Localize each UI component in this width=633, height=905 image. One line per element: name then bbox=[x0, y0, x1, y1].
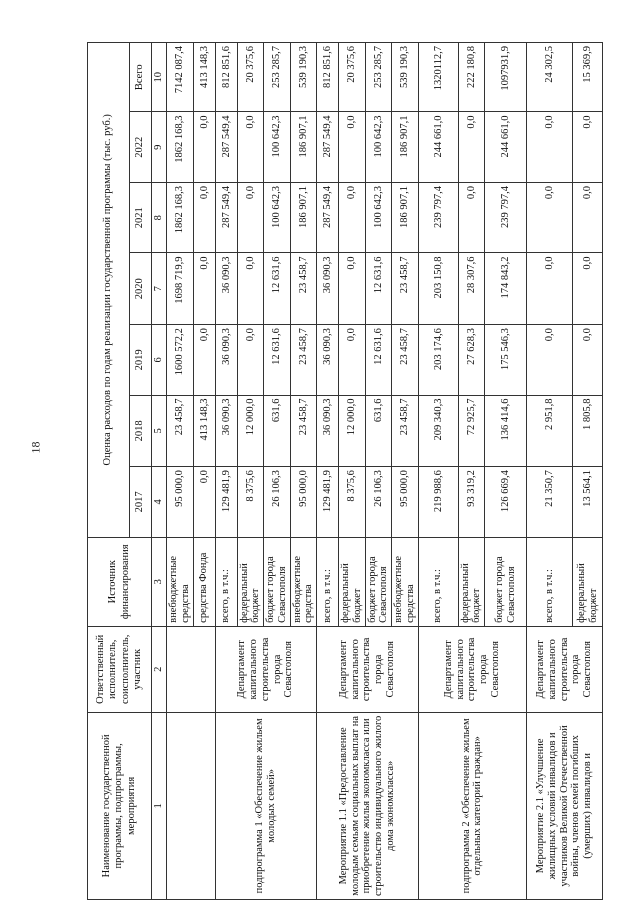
year-value-cell: 13 564,1 bbox=[573, 467, 603, 537]
year-value-cell: 174 843,2 bbox=[485, 253, 527, 325]
year-value-cell: 287 549,4 bbox=[215, 182, 237, 252]
funding-source-cell: федеральный бюджет bbox=[339, 537, 366, 626]
responsible-cell: Департамент капитального строительства города Севастополя bbox=[418, 626, 527, 712]
year-value-cell: 36 090,3 bbox=[317, 253, 339, 325]
year-value-cell: 129 481,9 bbox=[317, 467, 339, 537]
total-cell: 253 285,7 bbox=[264, 43, 291, 113]
header-year: 2019 bbox=[130, 325, 152, 395]
header-year: 2021 bbox=[130, 182, 152, 252]
year-value-cell: 23 458,7 bbox=[392, 395, 419, 467]
total-cell: 20 375,6 bbox=[237, 43, 264, 113]
total-cell: 24 302,5 bbox=[527, 43, 573, 113]
year-value-cell: 0,0 bbox=[339, 253, 366, 325]
column-index: 4 bbox=[152, 467, 167, 537]
column-index: 9 bbox=[152, 112, 167, 182]
year-value-cell: 0,0 bbox=[458, 112, 485, 182]
year-value-cell: 129 481,9 bbox=[215, 467, 237, 537]
year-value-cell: 287 549,4 bbox=[317, 112, 339, 182]
year-value-cell: 631,6 bbox=[264, 395, 291, 467]
year-value-cell: 95 000,0 bbox=[290, 467, 317, 537]
year-value-cell: 287 549,4 bbox=[215, 112, 237, 182]
year-value-cell: 100 642,3 bbox=[365, 112, 392, 182]
funding-source-cell: бюджет города Севастополя bbox=[264, 537, 291, 626]
rotated-table-wrapper bbox=[87, 42, 633, 900]
year-value-cell: 239 797,4 bbox=[418, 182, 458, 252]
responsible-cell: Департамент капитального строительства города Севастополя bbox=[317, 626, 419, 712]
year-value-cell: 1 805,8 bbox=[573, 395, 603, 467]
year-value-cell: 0,0 bbox=[527, 325, 573, 395]
year-value-cell: 203 150,8 bbox=[418, 253, 458, 325]
funding-source-cell: внебюджетные средства bbox=[290, 537, 317, 626]
year-value-cell: 413 148,3 bbox=[193, 395, 215, 467]
total-cell: 1097931,9 bbox=[485, 43, 527, 113]
year-value-cell: 0,0 bbox=[193, 112, 215, 182]
total-cell: 7142 087,4 bbox=[167, 43, 194, 113]
year-value-cell: 0,0 bbox=[193, 325, 215, 395]
funding-source-cell: всего, в т.ч.: bbox=[215, 537, 237, 626]
year-value-cell: 186 907,1 bbox=[392, 182, 419, 252]
year-value-cell: 95 000,0 bbox=[392, 467, 419, 537]
year-value-cell: 12 631,6 bbox=[264, 325, 291, 395]
header-estimate: Оценка расходов по годам реализации государственной программы (тыс. руб.) bbox=[88, 43, 130, 538]
responsible-cell: Департамент капитального строительства города Севастополя bbox=[215, 626, 317, 712]
year-value-cell: 0,0 bbox=[458, 182, 485, 252]
year-value-cell: 0,0 bbox=[237, 112, 264, 182]
funding-source-cell: внебюджетные средства bbox=[392, 537, 419, 626]
year-value-cell: 126 669,4 bbox=[485, 467, 527, 537]
year-value-cell: 0,0 bbox=[527, 253, 573, 325]
year-value-cell: 244 661,0 bbox=[418, 112, 458, 182]
year-value-cell: 23 458,7 bbox=[167, 395, 194, 467]
year-value-cell: 186 907,1 bbox=[392, 112, 419, 182]
total-cell: 222 180,8 bbox=[458, 43, 485, 113]
year-value-cell: 12 631,6 bbox=[365, 253, 392, 325]
funding-source-cell: бюджет города Севастополя bbox=[365, 537, 392, 626]
year-value-cell: 0,0 bbox=[237, 182, 264, 252]
header-name: Наименование государственной программы, подпрограммы, мероприятия bbox=[88, 712, 152, 899]
year-value-cell: 36 090,3 bbox=[215, 325, 237, 395]
funding-source-cell: всего, в т.ч.: bbox=[317, 537, 339, 626]
year-value-cell: 239 797,4 bbox=[485, 182, 527, 252]
year-value-cell: 12 631,6 bbox=[264, 253, 291, 325]
program-name-cell: подпрограмма 1 «Обеспечение жильем молодых семей» bbox=[215, 712, 317, 899]
year-value-cell: 100 642,3 bbox=[264, 112, 291, 182]
program-name-cell: подпрограмма 2 «Обеспечение жильем отдельных категорий граждан» bbox=[418, 712, 527, 899]
year-value-cell: 175 546,3 bbox=[485, 325, 527, 395]
year-value-cell: 209 340,3 bbox=[418, 395, 458, 467]
funding-source-cell: всего, в т.ч.: bbox=[527, 537, 573, 626]
year-value-cell: 26 106,3 bbox=[365, 467, 392, 537]
year-value-cell: 21 350,7 bbox=[527, 467, 573, 537]
table-row bbox=[215, 43, 237, 900]
year-value-cell: 0,0 bbox=[339, 112, 366, 182]
year-value-cell: 95 000,0 bbox=[167, 467, 194, 537]
program-name-cell: Мероприятие 2.1 «Улучшение жилищных условий инвалидов и участников Великой Отечественной войны, членов семей погибших (умерших) инвалидов и bbox=[527, 712, 603, 899]
header-year: 2017 bbox=[130, 467, 152, 537]
total-cell: 812 851,6 bbox=[215, 43, 237, 113]
table-row bbox=[167, 43, 194, 900]
header-year: 2022 bbox=[130, 112, 152, 182]
year-value-cell: 0,0 bbox=[573, 112, 603, 182]
year-value-cell: 0,0 bbox=[573, 325, 603, 395]
year-value-cell: 26 106,3 bbox=[264, 467, 291, 537]
year-value-cell: 93 319,2 bbox=[458, 467, 485, 537]
funding-source-cell: всего, в т.ч.: bbox=[418, 537, 458, 626]
year-value-cell: 1862 168,3 bbox=[167, 182, 194, 252]
column-index: 6 bbox=[152, 325, 167, 395]
responsible-cell bbox=[167, 626, 216, 712]
year-value-cell: 136 414,6 bbox=[485, 395, 527, 467]
year-value-cell: 28 307,6 bbox=[458, 253, 485, 325]
expenditure-table bbox=[87, 42, 603, 900]
table-row bbox=[418, 43, 458, 900]
funding-source-cell: федеральный бюджет bbox=[573, 537, 603, 626]
year-value-cell: 287 549,4 bbox=[317, 182, 339, 252]
year-value-cell: 36 090,3 bbox=[215, 253, 237, 325]
column-index: 3 bbox=[152, 537, 167, 626]
year-value-cell: 23 458,7 bbox=[392, 253, 419, 325]
year-value-cell: 0,0 bbox=[527, 112, 573, 182]
year-value-cell: 36 090,3 bbox=[215, 395, 237, 467]
year-value-cell: 27 628,3 bbox=[458, 325, 485, 395]
year-value-cell: 36 090,3 bbox=[317, 395, 339, 467]
total-cell: 812 851,6 bbox=[317, 43, 339, 113]
year-value-cell: 244 661,0 bbox=[485, 112, 527, 182]
year-value-cell: 36 090,3 bbox=[317, 325, 339, 395]
year-value-cell: 0,0 bbox=[527, 182, 573, 252]
column-index: 8 bbox=[152, 182, 167, 252]
total-cell: 539 190,3 bbox=[392, 43, 419, 113]
table-row bbox=[317, 43, 339, 900]
year-value-cell: 1698 719,9 bbox=[167, 253, 194, 325]
year-value-cell: 0,0 bbox=[193, 253, 215, 325]
year-value-cell: 1600 572,2 bbox=[167, 325, 194, 395]
year-value-cell: 23 458,7 bbox=[392, 325, 419, 395]
program-name-cell bbox=[167, 712, 216, 899]
year-value-cell: 12 631,6 bbox=[365, 325, 392, 395]
total-cell: 539 190,3 bbox=[290, 43, 317, 113]
year-value-cell: 23 458,7 bbox=[290, 325, 317, 395]
year-value-cell: 0,0 bbox=[193, 467, 215, 537]
year-value-cell: 12 000,0 bbox=[339, 395, 366, 467]
year-value-cell: 100 642,3 bbox=[264, 182, 291, 252]
year-value-cell: 219 988,6 bbox=[418, 467, 458, 537]
column-index: 10 bbox=[152, 43, 167, 113]
header-source: Источник финансирования bbox=[88, 537, 152, 626]
funding-source-cell: федеральный бюджет bbox=[458, 537, 485, 626]
year-value-cell: 23 458,7 bbox=[290, 253, 317, 325]
funding-source-cell: бюджет города Севастополя bbox=[485, 537, 527, 626]
total-cell: 20 375,6 bbox=[339, 43, 366, 113]
year-value-cell: 1862 168,3 bbox=[167, 112, 194, 182]
year-value-cell: 186 907,1 bbox=[290, 182, 317, 252]
year-value-cell: 8 375,6 bbox=[339, 467, 366, 537]
funding-source-cell: средства Фонда bbox=[193, 537, 215, 626]
year-value-cell: 631,6 bbox=[365, 395, 392, 467]
year-value-cell: 0,0 bbox=[573, 253, 603, 325]
header-year: 2018 bbox=[130, 395, 152, 467]
total-cell: 413 148,3 bbox=[193, 43, 215, 113]
header-responsible: Ответственный исполнитель, соисполнитель, участник bbox=[88, 626, 152, 712]
year-value-cell: 8 375,6 bbox=[237, 467, 264, 537]
page-number: 18 bbox=[28, 441, 43, 454]
column-index: 2 bbox=[152, 626, 167, 712]
year-value-cell: 0,0 bbox=[193, 182, 215, 252]
header-year: 2020 bbox=[130, 253, 152, 325]
year-value-cell: 0,0 bbox=[573, 182, 603, 252]
column-index: 5 bbox=[152, 395, 167, 467]
column-index: 1 bbox=[152, 712, 167, 899]
funding-source-cell: федеральный бюджет bbox=[237, 537, 264, 626]
column-index: 7 bbox=[152, 253, 167, 325]
year-value-cell: 0,0 bbox=[237, 253, 264, 325]
year-value-cell: 0,0 bbox=[339, 325, 366, 395]
year-value-cell: 203 174,6 bbox=[418, 325, 458, 395]
header-total: Всего bbox=[130, 43, 152, 113]
table-body bbox=[167, 43, 603, 900]
total-cell: 15 369,9 bbox=[573, 43, 603, 113]
year-value-cell: 2 951,8 bbox=[527, 395, 573, 467]
year-value-cell: 72 925,7 bbox=[458, 395, 485, 467]
year-value-cell: 186 907,1 bbox=[290, 112, 317, 182]
year-value-cell: 100 642,3 bbox=[365, 182, 392, 252]
year-value-cell: 12 000,0 bbox=[237, 395, 264, 467]
program-name-cell: Мероприятие 1.1 «Предоставление молодым семьям социальных выплат на приобретение жилья экономкласса или строительство индивидуального жилого дома экономкласса» bbox=[317, 712, 419, 899]
year-value-cell: 23 458,7 bbox=[290, 395, 317, 467]
total-cell: 1320112,7 bbox=[418, 43, 458, 113]
responsible-cell: Департамент капитального строительства города Севастополя bbox=[527, 626, 603, 712]
total-cell: 253 285,7 bbox=[365, 43, 392, 113]
funding-source-cell: внебюджетные средства bbox=[167, 537, 194, 626]
table-row bbox=[527, 43, 573, 900]
year-value-cell: 0,0 bbox=[237, 325, 264, 395]
year-value-cell: 0,0 bbox=[339, 182, 366, 252]
